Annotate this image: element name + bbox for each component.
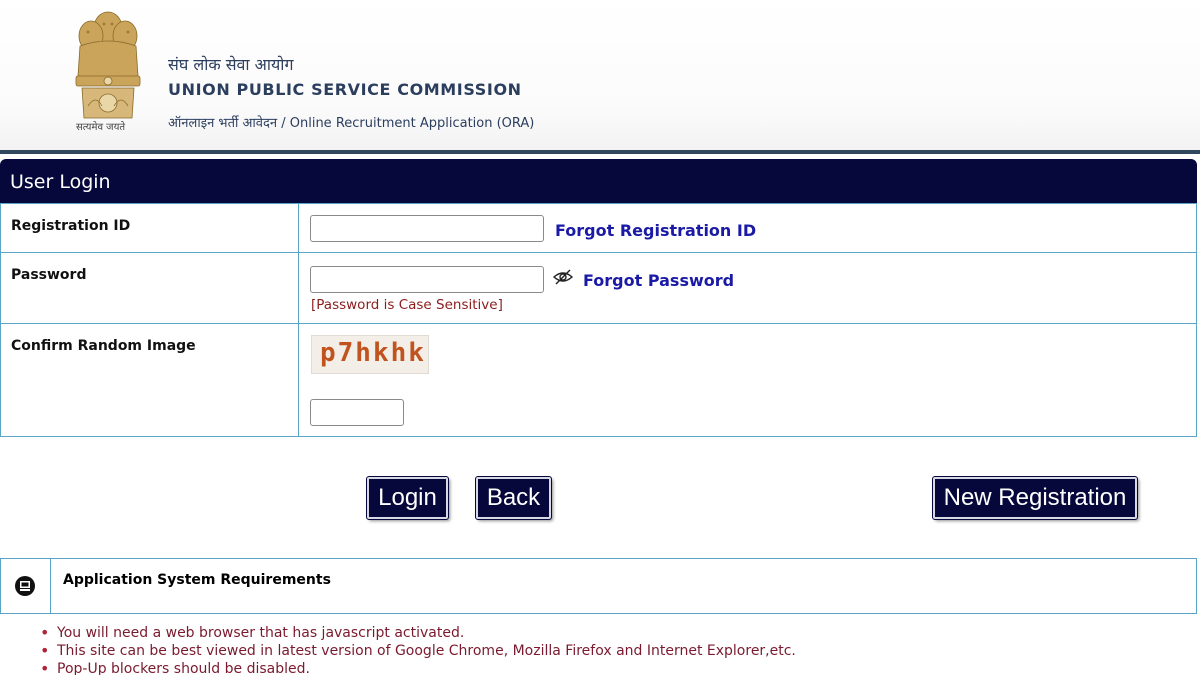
password-input[interactable] — [310, 266, 544, 293]
password-case-note: [Password is Case Sensitive] — [311, 297, 503, 313]
site-header — [0, 0, 1200, 152]
hindi-title: संघ लोक सेवा आयोग — [168, 55, 294, 74]
list-item: • Pop-Up blockers should be disabled. — [40, 660, 796, 675]
panel-title: User Login — [0, 159, 1197, 203]
requirements-icon-cell — [1, 559, 51, 614]
emblem-motto: सत्यमेव जयते — [76, 122, 126, 133]
login-button[interactable]: Login — [367, 477, 448, 519]
registration-id-label: Registration ID — [1, 204, 299, 253]
list-item: • This site can be best viewed in latest version of Google Chrome, Mozilla Firefox and Internet Explorer,etc. — [40, 642, 796, 660]
back-button[interactable]: Back — [476, 477, 551, 519]
login-form — [0, 203, 1197, 437]
requirements-list — [40, 624, 796, 675]
ora-subtitle: ऑनलाइन भर्ती आवेदन / Online Recruitment Application (ORA) — [168, 116, 535, 131]
requirements-header — [0, 558, 1197, 614]
registration-id-cell — [299, 204, 1197, 253]
password-cell — [299, 253, 1197, 324]
eye-slash-icon[interactable] — [553, 268, 573, 286]
requirements-title: Application System Requirements — [51, 559, 1197, 614]
password-label: Password — [1, 253, 299, 324]
english-title: UNION PUBLIC SERVICE COMMISSION — [168, 80, 522, 99]
captcha-input[interactable] — [310, 399, 404, 426]
monitor-icon — [14, 575, 36, 597]
captcha-cell — [299, 324, 1197, 437]
forgot-registration-id-link[interactable]: Forgot Registration ID — [555, 221, 757, 240]
header-divider — [0, 150, 1200, 154]
new-registration-button[interactable]: New Registration — [933, 477, 1137, 519]
list-item: • You will need a web browser that has javascript activated. — [40, 624, 796, 642]
forgot-password-link[interactable]: Forgot Password — [583, 271, 735, 290]
captcha-label: Confirm Random Image — [1, 324, 299, 437]
captcha-image: p7hkhk — [311, 335, 429, 374]
registration-id-input[interactable] — [310, 215, 544, 242]
